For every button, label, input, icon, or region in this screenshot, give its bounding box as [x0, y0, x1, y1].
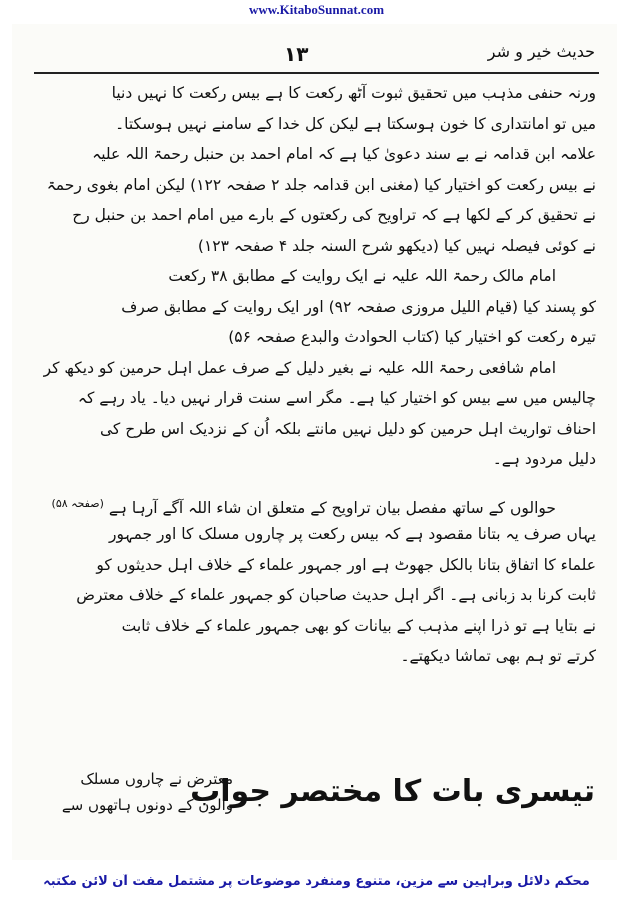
text-line: علامہ ابن قدامہ نے بے سند دعویٰ کیا ہے کہ امام احمد بن حنبل رحمۃ اللہ علیہ — [92, 145, 596, 163]
text-line: ثابت کرنا بد زبانی ہے۔ اگر اہل حدیث صاحبان کو جمہور علماء کے خلاف معترض — [76, 586, 596, 604]
text-line: تیرہ رکعت کو اختیار کیا (کتاب الحوادث والبدع صفحہ ۵۶) — [228, 328, 596, 346]
running-head: حدیث خیر و شر — [487, 42, 595, 61]
side-note-line: معترض نے چاروں مسلک — [80, 770, 233, 788]
text-line: چالیس میں سے بیس کو اختیار کیا ہے۔ مگر اسے سنت قرار نہیں دیا۔ یاد رہے کہ — [77, 389, 596, 407]
text-line: احناف تواریث اہل حرمین کو دلیل نہیں مانتے بلکہ اُن کے نزدیک اس طرح کی — [99, 419, 596, 438]
body-text — [36, 78, 596, 672]
text-line: نے بتایا ہے تو ذرا اپنے مذہب کے بیانات کو بھی جمہور علماء کے خلاف ثابت — [121, 616, 596, 635]
text-line: حوالوں کے ساتھ مفصل بیان تراویح کے متعلق ان شاء اللہ آگے آرہا ہے — [108, 498, 556, 517]
text-line: نے کوئی فیصلہ نہیں کیا (دیکھو شرح السنہ جلد ۴ صفحہ ۱۲۳) — [197, 236, 596, 255]
text-line: دلیل مردود ہے۔ — [492, 450, 596, 468]
promo-banner: محکم دلائل وبراہین سے مزین، متنوع ومنفرد موضوعات پر مشتمل مفت آن لائن مکتبہ — [43, 874, 590, 889]
text-line: کرتے تو ہم بھی تماشا دیکھتے۔ — [400, 647, 596, 665]
header-rule — [34, 72, 599, 74]
text-line: یہاں صرف یہ بتانا مقصود ہے کہ بیس رکعت پر چاروں مسلک کا اور جمہور — [109, 525, 596, 543]
scanned-page — [12, 24, 617, 860]
text-line: علماء کا اتفاق بتانا بالکل جھوٹ ہے اور جمہور علماء کے خلاف اہل حدیثوں کو — [96, 555, 596, 574]
footnote-reference: (صفحہ ۵۸) — [51, 496, 104, 510]
text-line: میں تو امانتداری کا خون ہوسکتا ہے لیکن کل خدا کے سامنے نہیں ہوسکتا۔ — [115, 114, 596, 133]
text-line: امام شافعی رحمۃ اللہ علیہ نے بغیر دلیل کے صرف عمل اہل حرمین کو دیکھ کر — [43, 358, 556, 377]
side-note — [43, 766, 233, 818]
side-note-line: والوں کے دونوں ہاتھوں سے — [61, 796, 233, 814]
text-line: ورنہ حنفی مذہب میں تحقیق ثبوت آٹھ رکعت کا ہے بیس رکعت کا نہیں دنیا — [111, 84, 596, 102]
text-line: کو پسند کیا (قیام اللیل مروزی صفحہ ۹۲) اور ایک روایت کے مطابق صرف — [121, 297, 596, 316]
text-line: امام مالک رحمۃ اللہ علیہ نے ایک روایت کے مطابق ۳۸ رکعت — [168, 267, 556, 285]
text-line: نے تحقیق کر کے لکھا ہے کہ تراویح کی رکعتوں کے بارے میں امام احمد بن حنبل رح — [72, 206, 596, 224]
section-heading: تیسری بات کا مختصر جواب — [190, 774, 595, 809]
page-number: ۱۳ — [284, 42, 309, 66]
text-line-with-footnote — [36, 489, 596, 520]
text-line: نے بیس رکعت کو اختیار کیا (مغنی ابن قدامہ جلد ۲ صفحہ ۱۲۲) لیکن امام بغوی رحمۃ — [46, 175, 596, 194]
section-heading-block — [35, 766, 595, 838]
site-url-link[interactable]: www.KitaboSunnat.com — [248, 2, 385, 17]
paragraph-gap — [36, 475, 596, 489]
